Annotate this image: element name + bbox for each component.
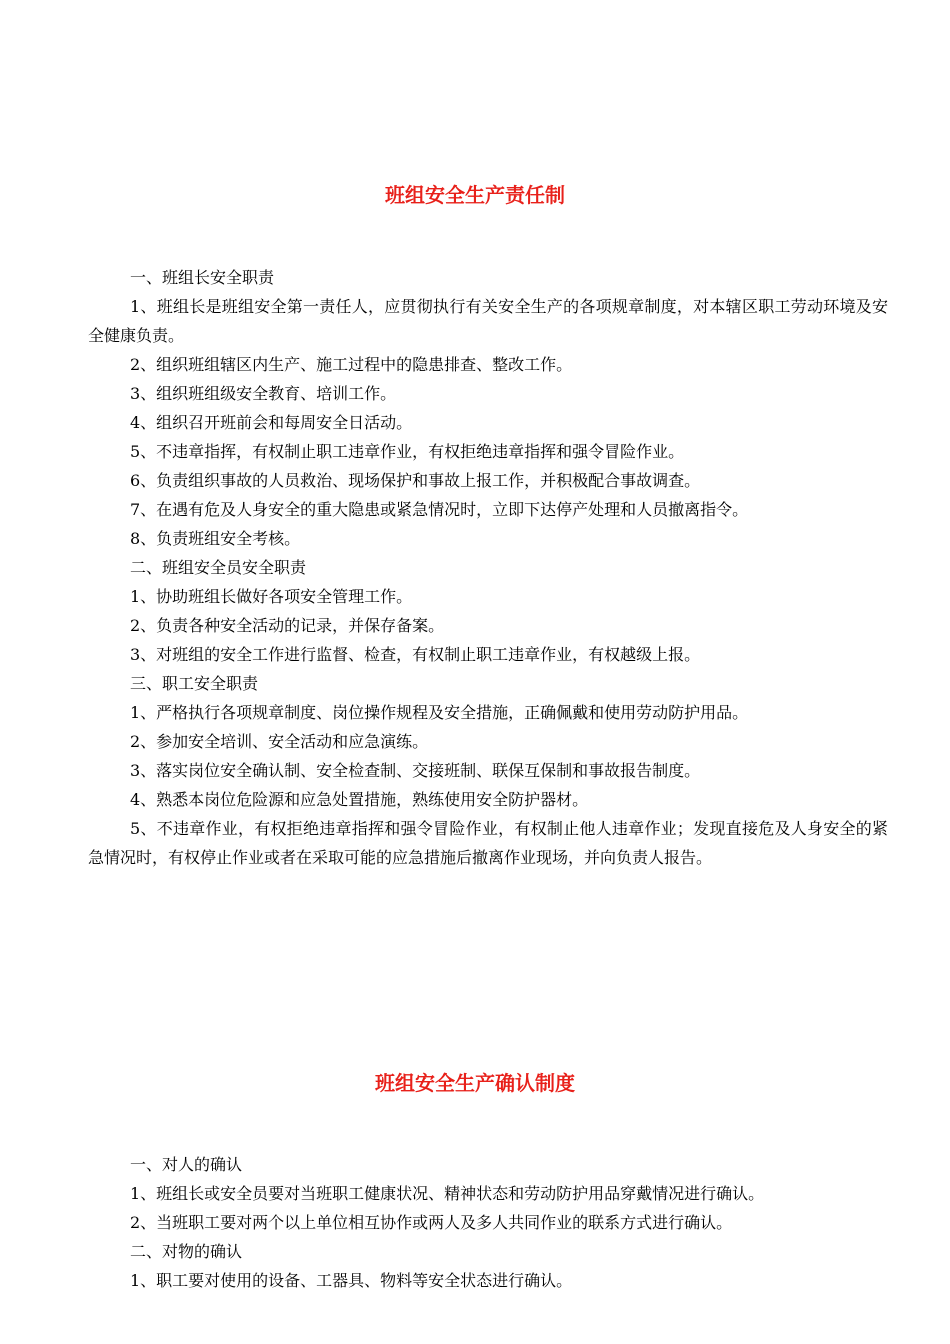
paragraph: 2、组织班组辖区内生产、施工过程中的隐患排查、整改工作。 bbox=[130, 355, 573, 374]
paragraph: 2、参加安全培训、安全活动和应急演练。 bbox=[130, 732, 429, 751]
section-heading: 二、班组安全员安全职责 bbox=[130, 558, 307, 577]
paragraph: 5、不违章作业，有权拒绝违章指挥和强令冒险作业，有权制止他人违章作业；发现直接危及人身安全的紧急情况时，有权停止作业或者在采取可能的应急措施后撤离作业现场，并向负责人报告。 bbox=[88, 819, 888, 867]
doc-body-confirmation bbox=[88, 1150, 888, 1295]
paragraph: 4、组织召开班前会和每周安全日活动。 bbox=[130, 413, 413, 432]
paragraph: 3、落实岗位安全确认制、安全检查制、交接班制、联保互保制和事故报告制度。 bbox=[130, 761, 701, 780]
paragraph: 1、职工要对使用的设备、工器具、物料等安全状态进行确认。 bbox=[130, 1271, 573, 1290]
doc-body-responsibility bbox=[88, 263, 888, 872]
paragraph: 1、班组长是班组安全第一责任人，应贯彻执行有关安全生产的各项规章制度，对本辖区职工劳动环境及安全健康负责。 bbox=[88, 297, 888, 345]
section-heading: 二、对物的确认 bbox=[130, 1242, 243, 1261]
paragraph: 8、负责班组安全考核。 bbox=[130, 529, 301, 548]
paragraph: 1、协助班组长做好各项安全管理工作。 bbox=[130, 587, 413, 606]
paragraph: 4、熟悉本岗位危险源和应急处置措施，熟练使用安全防护器材。 bbox=[130, 790, 589, 809]
paragraph: 1、严格执行各项规章制度、岗位操作规程及安全措施，正确佩戴和使用劳动防护用品。 bbox=[130, 703, 749, 722]
paragraph: 1、班组长或安全员要对当班职工健康状况、精神状态和劳动防护用品穿戴情况进行确认。 bbox=[130, 1184, 765, 1203]
paragraph: 3、对班组的安全工作进行监督、检查，有权制止职工违章作业，有权越级上报。 bbox=[130, 645, 701, 664]
doc-title-confirmation: 班组安全生产确认制度 bbox=[375, 1071, 575, 1095]
paragraph: 5、不违章指挥，有权制止职工违章作业，有权拒绝违章指挥和强令冒险作业。 bbox=[130, 442, 685, 461]
section-heading: 一、对人的确认 bbox=[130, 1155, 243, 1174]
section-heading: 一、班组长安全职责 bbox=[130, 268, 275, 287]
paragraph: 3、组织班组级安全教育、培训工作。 bbox=[130, 384, 397, 403]
paragraph: 2、负责各种安全活动的记录，并保存备案。 bbox=[130, 616, 445, 635]
doc-title-responsibility: 班组安全生产责任制 bbox=[385, 183, 565, 207]
paragraph: 7、在遇有危及人身安全的重大隐患或紧急情况时，立即下达停产处理和人员撤离指令。 bbox=[130, 500, 749, 519]
section-heading: 三、职工安全职责 bbox=[130, 674, 259, 693]
paragraph: 2、当班职工要对两个以上单位相互协作或两人及多人共同作业的联系方式进行确认。 bbox=[130, 1213, 733, 1232]
paragraph: 6、负责组织事故的人员救治、现场保护和事故上报工作，并积极配合事故调查。 bbox=[130, 471, 701, 490]
